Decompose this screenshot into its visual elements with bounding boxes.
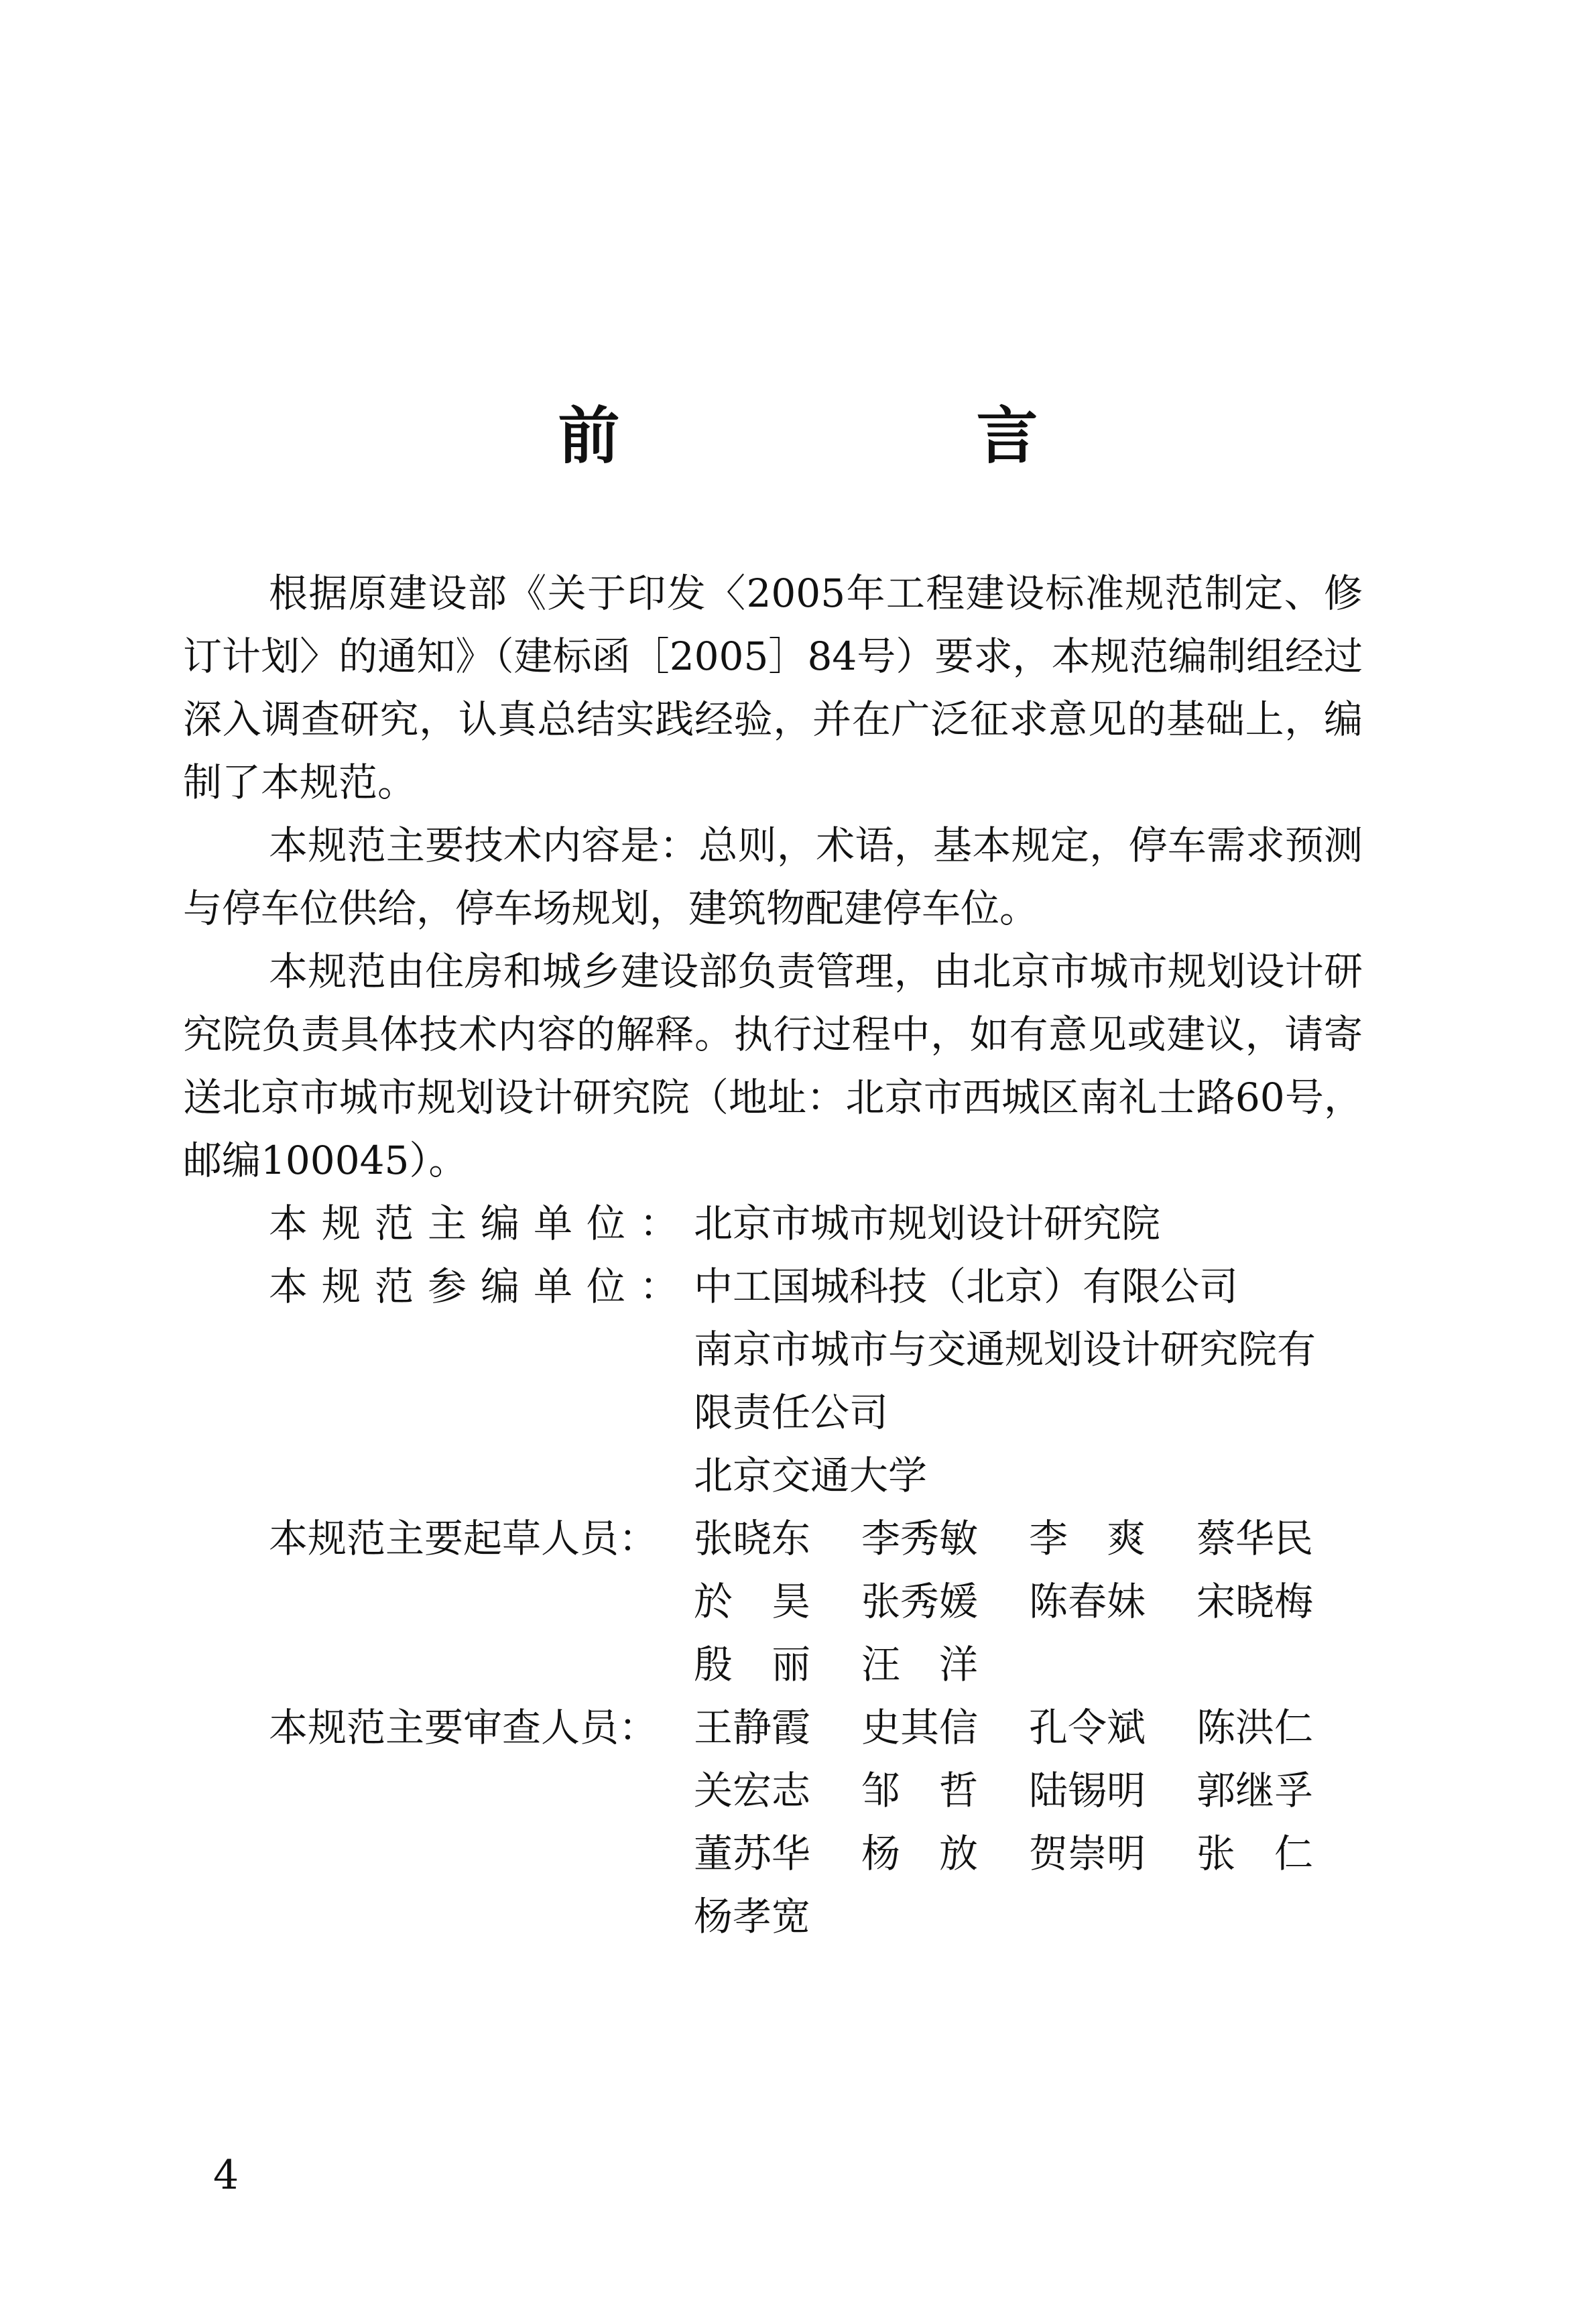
chief-unit-row (183, 1192, 1363, 1255)
drafter-name: 宋晓梅 (1196, 1579, 1314, 1624)
reviewer-name: 史其信 (861, 1705, 979, 1750)
drafter-name: 张晓东 (694, 1516, 811, 1561)
reviewers-label: 本规范主要审查人员： (269, 1705, 658, 1750)
drafter-name: 蔡华民 (1196, 1516, 1314, 1561)
participating-units-label: 本规范参编单位： (269, 1264, 693, 1309)
drafter-name: 汪 洋 (861, 1642, 979, 1687)
participating-unit: 限责任公司 (694, 1390, 889, 1435)
reviewer-name: 孔令斌 (1029, 1705, 1146, 1750)
participating-unit: 南京市城市与交通规划设计研究院有 (694, 1327, 1316, 1372)
drafter-name: 张秀媛 (861, 1579, 979, 1624)
page-number: 4 (213, 2152, 239, 2199)
reviewer-name: 董苏华 (694, 1831, 811, 1876)
participating-units-list (694, 1255, 1363, 1507)
drafters-row (183, 1507, 1363, 1696)
preface-paragraph-2: 本规范主要技术内容是：总则，术语，基本规定，停车需求预测与停车位供给，停车场规划，建筑物配建停车位。 (183, 823, 1363, 931)
reviewer-name: 邹 哲 (861, 1768, 979, 1813)
participating-unit: 北京交通大学 (694, 1453, 928, 1498)
page-title: 前 言 (558, 400, 1186, 472)
reviewer-name: 关宏志 (694, 1768, 811, 1813)
reviewer-name: 张 仁 (1196, 1831, 1314, 1876)
reviewer-name: 陈洪仁 (1196, 1705, 1314, 1750)
chief-unit-label: 本规范主编单位： (269, 1201, 693, 1246)
drafter-name: 李 爽 (1029, 1516, 1146, 1561)
preface-content (183, 562, 1363, 1948)
reviewer-name: 陆锡明 (1029, 1768, 1146, 1813)
participating-unit: 中工国城科技（北京）有限公司 (694, 1264, 1239, 1309)
drafter-name: 殷 丽 (694, 1642, 811, 1687)
reviewer-name: 贺崇明 (1029, 1831, 1146, 1876)
reviewer-name: 王静霞 (694, 1705, 811, 1750)
preface-paragraph-3: 本规范由住房和城乡建设部负责管理，由北京市城市规划设计研究院负责具体技术内容的解释。执行过程中，如有意见或建议，请寄送北京市城市规划设计研究院（地址：北京市西城区南礼士路60号，邮编100045）。 (183, 949, 1363, 1183)
drafters-label: 本规范主要起草人员： (269, 1516, 658, 1561)
reviewer-name: 杨 放 (861, 1831, 979, 1876)
chief-unit-value: 北京市城市规划设计研究院 (694, 1201, 1161, 1246)
drafters-list (694, 1507, 1364, 1696)
reviewer-name: 杨孝宽 (694, 1894, 811, 1939)
drafter-name: 李秀敏 (861, 1516, 979, 1561)
drafter-name: 於 昊 (694, 1579, 811, 1624)
reviewers-row (183, 1696, 1363, 1948)
participating-units-row (183, 1255, 1363, 1507)
preface-paragraph-1: 根据原建设部《关于印发〈2005年工程建设标准规范制定、修订计划〉的通知》（建标函［2005］84号）要求，本规范编制组经过深入调查研究，认真总结实践经验，并在广泛征求意见的基础上，编制了本规范。 (183, 570, 1363, 805)
reviewer-name: 郭继孚 (1196, 1768, 1314, 1813)
reviewers-list (694, 1696, 1364, 1948)
drafter-name: 陈春妹 (1029, 1579, 1146, 1624)
